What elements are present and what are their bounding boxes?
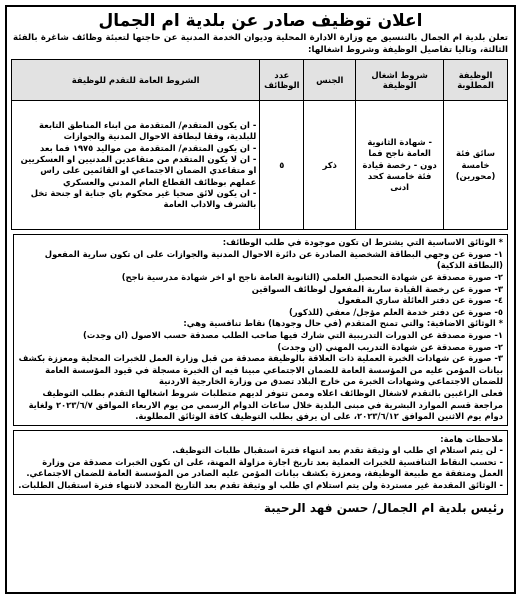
condition-item: - ان لا يكون المتقدم من متقاعدين المدنيين او العسكريين او متقاعدي الضمان الاجتماعي او القائمين على راس عملهم بوظائف القطاع العام المدني والعسكري (20, 153, 257, 187)
basic-doc-item: ١- صورة عن وجهي البطاقة الشخصية الصادرة عن دائرة الاحوال المدنية والجوازات على ان تكون سارية المفعول (البطاقة الذكية) (44, 248, 503, 271)
jobs-table-header-row (12, 60, 508, 101)
header-count: عدد الوظائف (260, 60, 304, 101)
application-paragraph: فعلى الراغبين بالتقدم لاشغال الوظائف اعلاه وممن تتوفر لديهم متطلبات شروط اشغالها التقدم بطلب التوظيف مراجعة قسم الموارد البشرية في مبنى البلدية خلال ساعات الدوام الرسمي من يوم الاربعاء الموافق ٢٠٢٣/٦/٧ ولغاية دوام يوم الاثنين الموافق ٢٠٢٣/٦/١٢، على ان يرفق بطلب التوظيف كافة الوثائق المطلوبة. (28, 387, 503, 422)
header-conditions: الشروط العامة للتقدم للوظيفة (12, 60, 260, 101)
extra-docs-heading: * الوثائق الاضافية: والتي تمنح المتقدم (في حال وجودها) نقاط تنافسية وهي: (183, 318, 503, 329)
intro-paragraph: تعلن بلدية ام الجمال بالتنسيق مع وزارة الادارة المحلية وديوان الخدمة المدنية عن حاجتها لتعبئة وظائف شاغرة بالفئة الثالثة، وتاليا تفاصيل الوظيفة وشروط اشغالها: (13, 33, 508, 55)
basic-doc-item: ٢- صورة مصدقة عن شهادة التحصيل العلمي (الثانوية العامة ناجح او اخر شهادة مدرسية ناجح) (121, 271, 503, 282)
cell-requirements: - شهادة الثانوية العامة ناجح فما دون - رخصة قيادة فئة خامسة كحد ادنى (356, 101, 444, 230)
basic-docs-heading: * الوثائق الاساسية التي يشترط ان تكون موجودة في طلب الوظائف: (222, 237, 503, 248)
note-item: - الوثائق المقدمة غير مستردة ولن يتم استلام اي طلب او وثيقة تقدم بعد التاريخ المحدد لانتهاء فترة استقبال الطلبات. (18, 480, 503, 491)
table-row (12, 101, 508, 230)
cell-conditions (12, 101, 260, 230)
cell-job: سائق فئة خامسة (محورين) (444, 101, 508, 230)
extra-doc-item: ١- صورة مصدقة عن الدورات التدريبية التي شارك فيها صاحب الطلب مصدقة حسب الاصول (ان وجدت) (83, 329, 503, 340)
notes-heading: ملاحظات هامة: (440, 433, 503, 444)
documents-box (13, 234, 508, 426)
header-job: الوظيفة المطلوبة (444, 60, 508, 101)
extra-doc-item: ٢- صورة مصدقة عن شهادة التدريب المهني (ان وجدت) (277, 341, 503, 352)
extra-doc-item: ٣- صورة عن شهادات الخبرة العملية ذات العلاقة بالوظيفة مصدقة من قبل وزارة العمل للخبرات المحلية ومعززة بكشف بيانات المؤمن عليه من المؤسسة العامة للضمان الاجتماعي مبينا فيه ان الخبرة مسجلة في قيود المؤسسة العامة للضمان الاجتماعي وشهادات الخبرة من خارج البلاد تصدق من وزارة الخارجية الاردنية (18, 353, 503, 387)
announcement-title: اعلان توظيف صادر عن بلدية ام الجمال (98, 11, 423, 31)
jobs-table (11, 59, 508, 230)
signature: رئيس بلدية ام الجمال/ حسن فهد الرحيبة (263, 500, 504, 515)
header-requirements: شروط اشغال الوظيفة (356, 60, 444, 101)
basic-doc-item: ٣- صورة عن رخصة القيادة سارية المفعول لوظائف السواقين (251, 283, 503, 294)
basic-doc-item: ٥- صورة عن دفتر خدمة العلم مؤجل/ معفي (للذكور) (289, 306, 503, 317)
header-gender: الجنس (304, 60, 356, 101)
condition-item: - ان يكون لائق صحيا غير محكوم باي جناية او جنحة تخل بالشرف والاداب العامة (30, 187, 257, 210)
condition-item: - ان يكون المتقدم/ المتقدمة من مواليد ١٩٧٥ فما بعد (40, 142, 257, 153)
note-item: - تحسب النقاط التنافسية للخبرات العملية بعد تاريخ اجازة مزاولة المهنة، على ان تكون الخبرات مصدقة من وزارة العمل ومتفقة مع طبيعة الوظيفة، ومعززة بكشف بيانات المؤمن عليه الصادر من المؤسسة العامة للضمان الاجتماعي. (26, 456, 503, 479)
cell-gender: ذكر (304, 101, 356, 230)
condition-item: - ان يكون المتقدم/ المتقدمة من ابناء المناطق التابعة للبلدية، وفقا لبطاقة الاحوال المدنية والجوازات (39, 119, 257, 142)
notes-box (13, 430, 508, 495)
cell-count: ٥ (260, 101, 304, 230)
note-item: - لن يتم استلام اي طلب او وثيقة تقدم بعد انتهاء فترة استقبال طلبات التوظيف. (172, 445, 503, 456)
announcement-page (5, 5, 516, 594)
basic-doc-item: ٤- صورة عن دفتر العائلة ساري المفعول (337, 295, 503, 306)
